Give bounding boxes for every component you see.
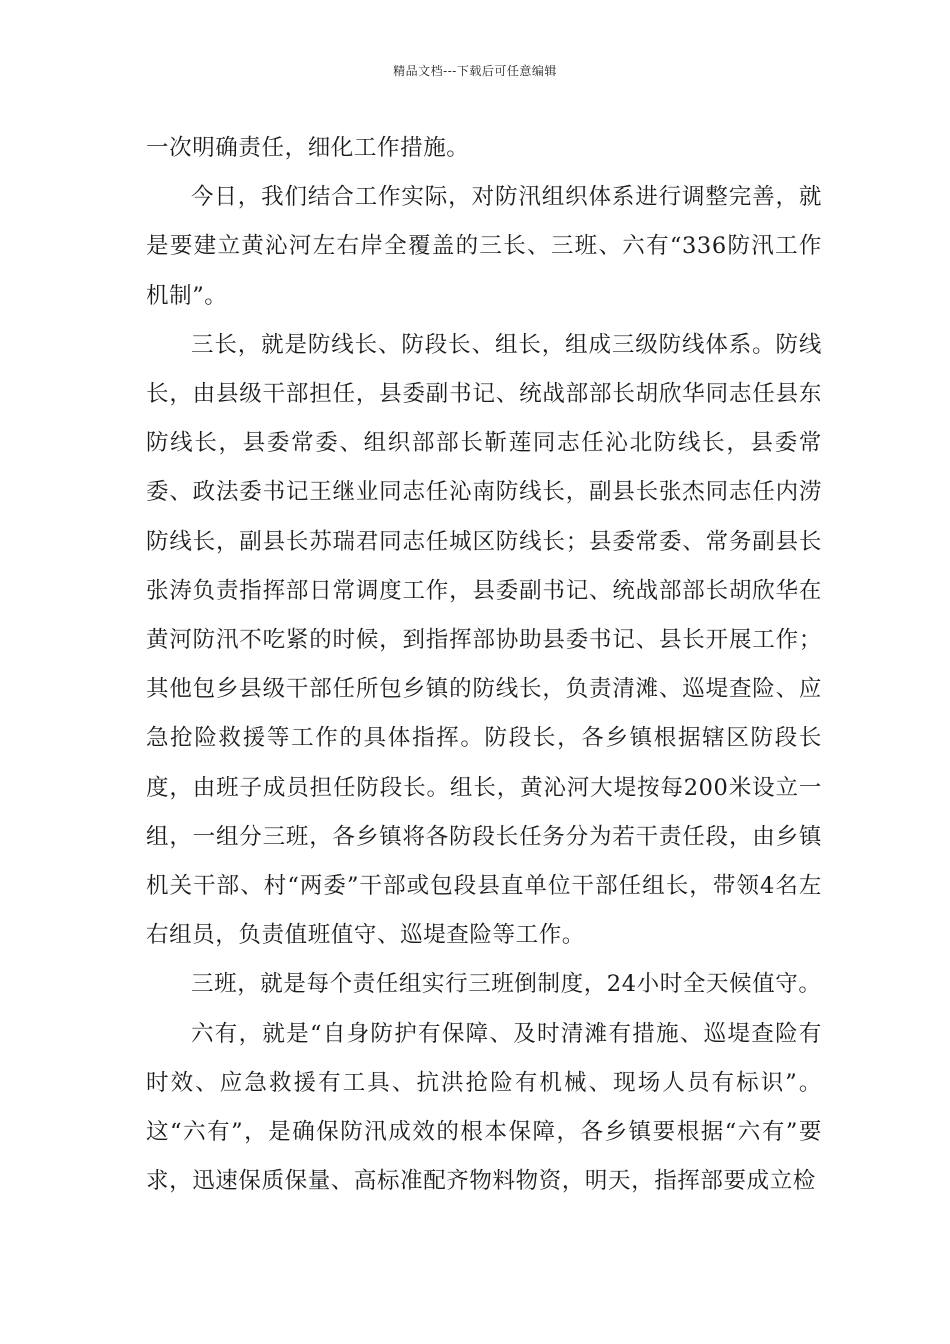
paragraph-three-shifts: 三班，就是每个责任组实行三班倒制度，24小时全天候值守。: [191, 971, 822, 998]
paragraph-three-chiefs: 三长，就是防线长、防段长、组长，组成三级防线体系。防线长，由县级干部担任，县委副书记、统战部部长胡欣华同志任县东防线长，县委常委、组织部部长靳莲同志任沁北防线长，县委常委、政法委书记王继业同志任沁南防线长，副县长张杰同志任内涝防线长，副县长苏瑞君同志任城区防线长；县委常委、常务副县长张涛负责指挥部日常调度工作，县委副书记、统战部部长胡欣华在黄河防汛不吃紧的时候，到指挥部协助县委书记、县长开展工作；其他包乡县级干部任所包乡镇的防线长，负责清滩、巡堤查险、应急抢险救援等工作的具体指挥。防段长，各乡镇根据辖区防段长度，由班子成员担任防段长。组长，黄沁河大堤按每200米设立一组，一组分三班，各乡镇将各防段长任务分为若干责任段，由乡镇机关干部、村“两委”干部或包段县直单位干部任组长，带领4名左右组员，负责值班值守、巡堤查险等工作。: [146, 331, 822, 949]
paragraph-continuation: 一次明确责任，细化工作措施。: [146, 135, 470, 161]
paragraph-mechanism: 今日，我们结合工作实际，对防汛组织体系进行调整完善，就是要建立黄沁河左右岸全覆盖的三长、三班、六有“336防汛工作机制”。: [146, 184, 822, 309]
document-body: [146, 124, 822, 1206]
page-header: 精品文档---下载后可任意编辑: [393, 64, 557, 78]
paragraph-six-haves: 六有，就是“自身防护有保障、及时清滩有措施、巡堤查险有时效、应急救援有工具、抗洪抢险有机械、现场人员有标识”。这“六有”，是确保防汛成效的根本保障，各乡镇要根据“六有”要求，迅速保质保量、高标准配齐物料物资，明天，指挥部要成立检: [146, 1020, 822, 1195]
